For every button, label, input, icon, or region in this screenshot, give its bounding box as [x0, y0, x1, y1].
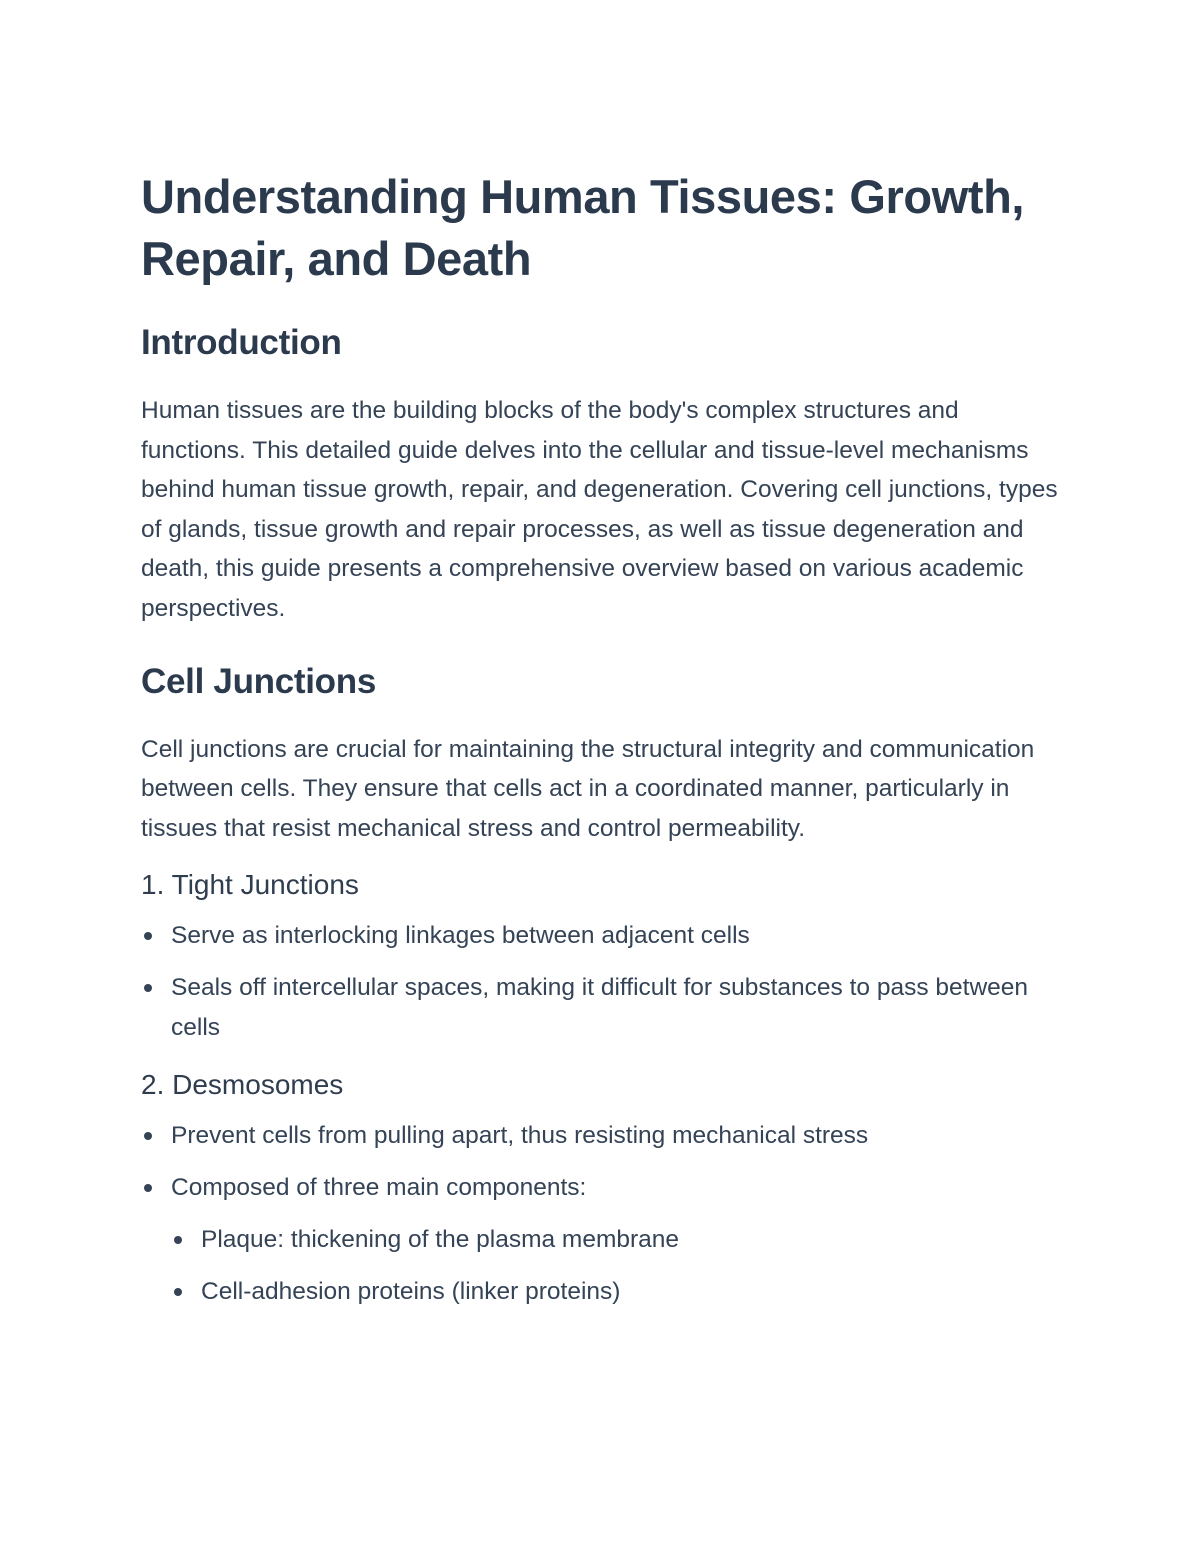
- list-item: [141, 968, 1061, 1048]
- bullet-icon: [174, 1288, 182, 1296]
- desmosomes-list: [141, 1116, 1061, 1312]
- list-item-text: Prevent cells from pulling apart, thus resisting mechanical stress: [171, 1122, 869, 1150]
- bullet-icon: [174, 1236, 182, 1244]
- list-item-text: Serve as interlocking linkages between adjacent cells: [171, 922, 750, 950]
- list-item-text: Plaque: thickening of the plasma membrane: [201, 1226, 680, 1254]
- list-item-text: Cell-adhesion proteins (linker proteins): [201, 1278, 621, 1306]
- document-page: [141, 166, 1061, 1312]
- list-item: [141, 1168, 1061, 1312]
- list-item: [171, 1272, 1061, 1312]
- intro-paragraph: Human tissues are the building blocks of the body's complex structures and functions. This detailed guide delves into the cellular and tissue-level mechanisms behind human tissue growth, repair, and degeneration. Covering cell junctions, types of glands, tissue growth and repair processes, as well as tissue degeneration and death, this guide presents a comprehensive overview based on various academic perspectives.: [141, 397, 1058, 622]
- list-item: [141, 916, 1061, 956]
- list-item: [141, 1116, 1061, 1156]
- bullet-icon: [144, 1132, 152, 1140]
- subsection-heading-desmosomes: 2. Desmosomes: [141, 1069, 344, 1101]
- bullet-icon: [144, 984, 152, 992]
- bullet-icon: [144, 932, 152, 940]
- list-item: [171, 1220, 1061, 1260]
- bullet-icon: [144, 1184, 152, 1192]
- subsection-heading-tight-junctions: 1. Tight Junctions: [141, 869, 359, 901]
- tight-junctions-list: [141, 916, 1061, 1048]
- section-heading-cell-junctions: Cell Junctions: [141, 661, 377, 701]
- cell-junctions-paragraph: Cell junctions are crucial for maintaining the structural integrity and communication between cells. They ensure that cells act in a coordinated manner, particularly in tissues that resist mechanical stress and control permeability.: [141, 735, 1035, 842]
- section-heading-introduction: Introduction: [141, 323, 342, 362]
- desmosome-components-list: [171, 1220, 1061, 1312]
- document-title: Understanding Human Tissues: Growth, Repair, and Death: [141, 170, 1025, 285]
- list-item-text: Seals off intercellular spaces, making it difficult for substances to pass between cells: [171, 974, 1029, 1042]
- list-item-text: Composed of three main components:: [171, 1174, 587, 1202]
